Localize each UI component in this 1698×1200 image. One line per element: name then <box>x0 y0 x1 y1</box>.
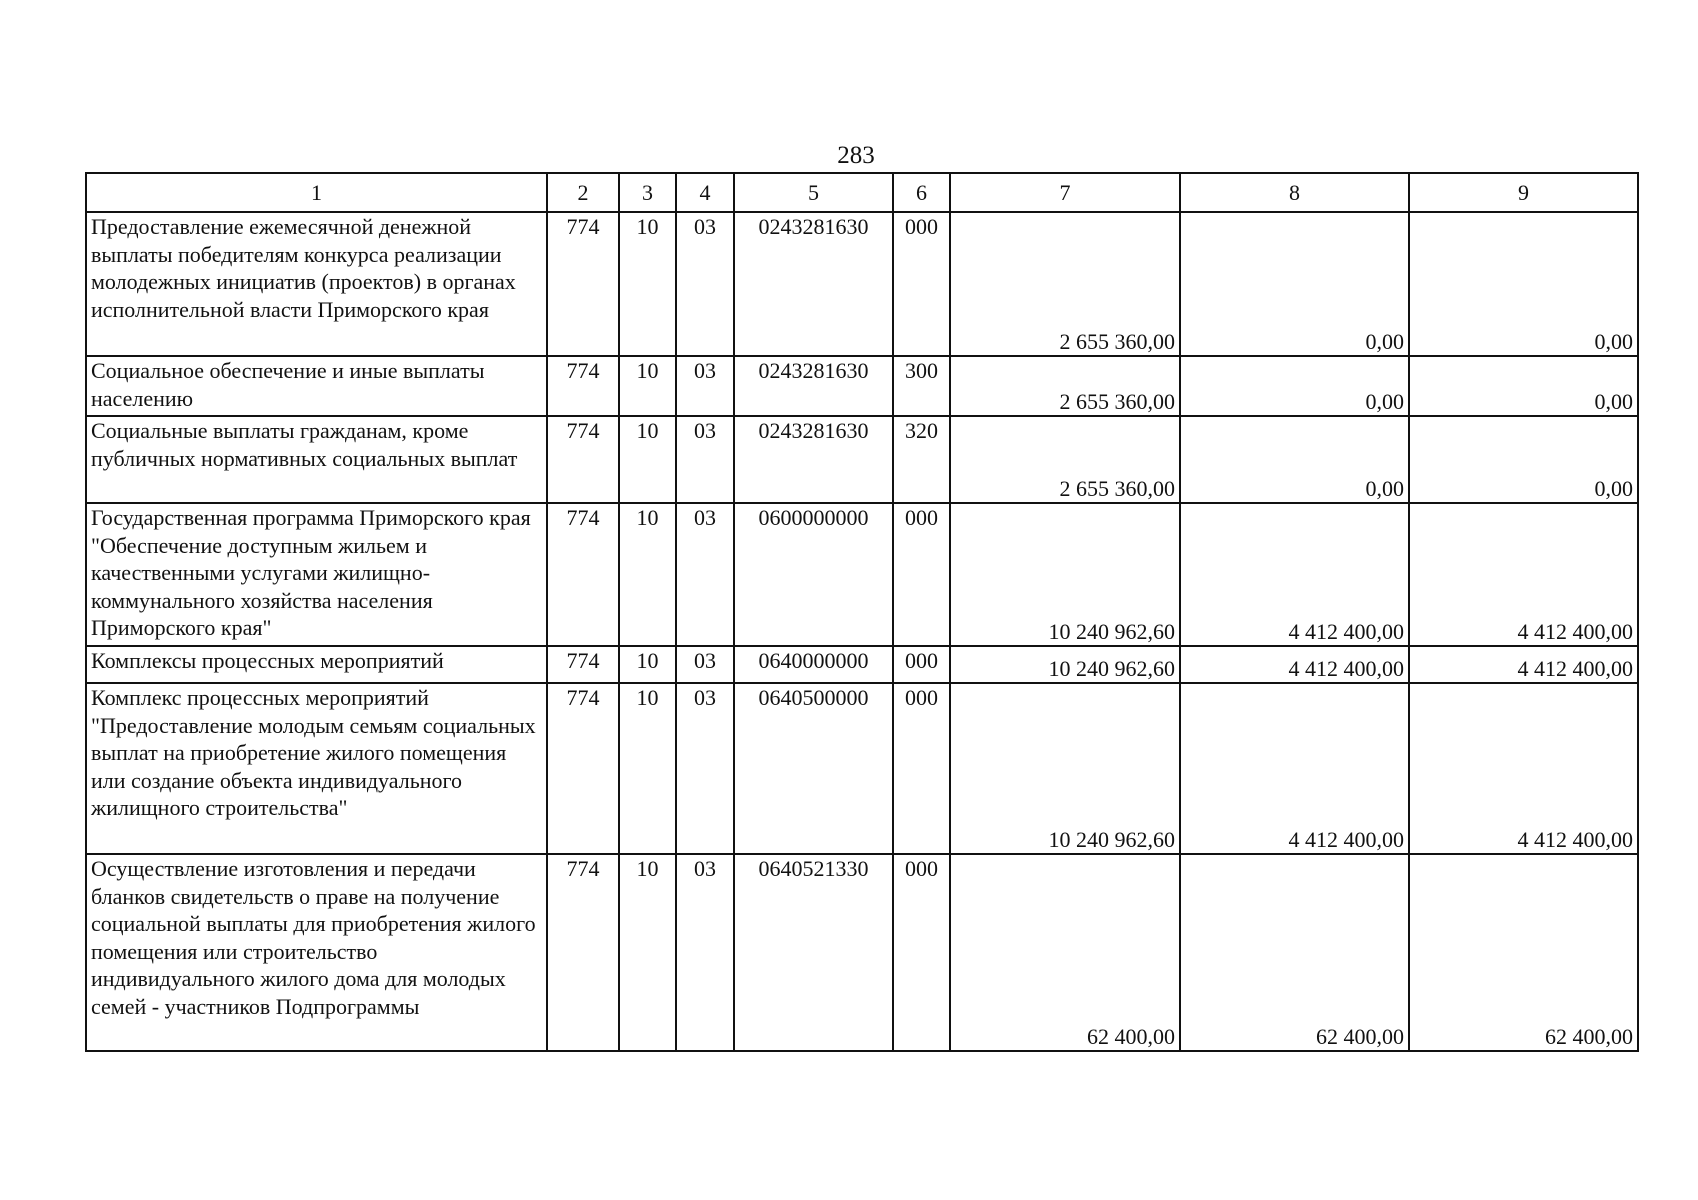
row-col7-cell: 10 240 962,60 <box>950 503 1180 646</box>
row-col2-cell: 774 <box>547 683 619 854</box>
table-header <box>86 173 1638 212</box>
row-col7-cell: 10 240 962,60 <box>950 683 1180 854</box>
header-col-2: 2 <box>547 173 619 212</box>
row-col5-cell: 0640521330 <box>734 854 893 1051</box>
row-col7-cell: 2 655 360,00 <box>950 212 1180 356</box>
row-col3-cell: 10 <box>619 854 676 1051</box>
row-col6-cell: 000 <box>893 503 950 646</box>
row-col3-cell: 10 <box>619 646 676 683</box>
row-name-cell: Комплексы процессных мероприятий <box>86 646 547 683</box>
row-col2-cell: 774 <box>547 416 619 503</box>
row-col9-cell: 62 400,00 <box>1409 854 1638 1051</box>
header-col-8: 8 <box>1180 173 1409 212</box>
row-name-cell: Комплекс процессных мероприятий "Предоставление молодым семьям социальных выплат на приобретение жилого помещения или создание объекта индивидуального жилищного строительства" <box>86 683 547 854</box>
row-col6-cell: 000 <box>893 683 950 854</box>
row-col6-cell: 000 <box>893 854 950 1051</box>
row-col7-cell: 2 655 360,00 <box>950 416 1180 503</box>
header-col-1: 1 <box>86 173 547 212</box>
table-row <box>86 503 1638 646</box>
row-col4-cell: 03 <box>676 356 734 416</box>
table-body <box>86 212 1638 1051</box>
row-col3-cell: 10 <box>619 416 676 503</box>
table-row <box>86 356 1638 416</box>
row-col4-cell: 03 <box>676 683 734 854</box>
row-col6-cell: 000 <box>893 212 950 356</box>
row-name-cell: Социальные выплаты гражданам, кроме публичных нормативных социальных выплат <box>86 416 547 503</box>
row-col2-cell: 774 <box>547 854 619 1051</box>
row-col4-cell: 03 <box>676 503 734 646</box>
table-row <box>86 416 1638 503</box>
row-col5-cell: 0243281630 <box>734 212 893 356</box>
row-col8-cell: 0,00 <box>1180 416 1409 503</box>
row-col4-cell: 03 <box>676 212 734 356</box>
row-name-cell: Государственная программа Приморского края "Обеспечение доступным жильем и качественными услугами жилищно-коммунального хозяйства населения Приморского края" <box>86 503 547 646</box>
row-col2-cell: 774 <box>547 212 619 356</box>
row-col5-cell: 0640000000 <box>734 646 893 683</box>
table-row <box>86 212 1638 356</box>
row-col9-cell: 0,00 <box>1409 212 1638 356</box>
row-col6-cell: 000 <box>893 646 950 683</box>
header-col-6: 6 <box>893 173 950 212</box>
header-col-3: 3 <box>619 173 676 212</box>
row-name-cell: Социальное обеспечение и иные выплаты населению <box>86 356 547 416</box>
budget-table <box>85 172 1639 1052</box>
header-col-5: 5 <box>734 173 893 212</box>
row-col4-cell: 03 <box>676 416 734 503</box>
header-row <box>86 173 1638 212</box>
row-col9-cell: 4 412 400,00 <box>1409 683 1638 854</box>
row-col4-cell: 03 <box>676 854 734 1051</box>
row-col8-cell: 62 400,00 <box>1180 854 1409 1051</box>
header-col-4: 4 <box>676 173 734 212</box>
row-col6-cell: 320 <box>893 416 950 503</box>
table-row <box>86 854 1638 1051</box>
row-col3-cell: 10 <box>619 503 676 646</box>
header-col-9: 9 <box>1409 173 1638 212</box>
row-col5-cell: 0600000000 <box>734 503 893 646</box>
row-col3-cell: 10 <box>619 683 676 854</box>
row-col3-cell: 10 <box>619 212 676 356</box>
row-col6-cell: 300 <box>893 356 950 416</box>
row-col8-cell: 4 412 400,00 <box>1180 646 1409 683</box>
row-col2-cell: 774 <box>547 356 619 416</box>
row-col4-cell: 03 <box>676 646 734 683</box>
row-col8-cell: 4 412 400,00 <box>1180 683 1409 854</box>
row-col3-cell: 10 <box>619 356 676 416</box>
row-col5-cell: 0243281630 <box>734 416 893 503</box>
row-col2-cell: 774 <box>547 503 619 646</box>
row-col5-cell: 0640500000 <box>734 683 893 854</box>
row-col7-cell: 10 240 962,60 <box>950 646 1180 683</box>
row-col9-cell: 0,00 <box>1409 416 1638 503</box>
row-col7-cell: 62 400,00 <box>950 854 1180 1051</box>
header-col-7: 7 <box>950 173 1180 212</box>
row-name-cell: Осуществление изготовления и передачи бланков свидетельств о праве на получение социальной выплаты для приобретения жилого помещения или строительство индивидуального жилого дома для молодых семей - участников Подпрограммы <box>86 854 547 1051</box>
row-col8-cell: 0,00 <box>1180 212 1409 356</box>
page-number: 283 <box>837 142 875 169</box>
row-name-cell: Предоставление ежемесячной денежной выплаты победителям конкурса реализации молодежных инициатив (проектов) в органах исполнительной власти Приморского края <box>86 212 547 356</box>
row-col9-cell: 4 412 400,00 <box>1409 503 1638 646</box>
row-col5-cell: 0243281630 <box>734 356 893 416</box>
row-col8-cell: 4 412 400,00 <box>1180 503 1409 646</box>
table-row <box>86 683 1638 854</box>
row-col9-cell: 4 412 400,00 <box>1409 646 1638 683</box>
row-col2-cell: 774 <box>547 646 619 683</box>
row-col9-cell: 0,00 <box>1409 356 1638 416</box>
row-col8-cell: 0,00 <box>1180 356 1409 416</box>
table-row <box>86 646 1638 683</box>
row-col7-cell: 2 655 360,00 <box>950 356 1180 416</box>
